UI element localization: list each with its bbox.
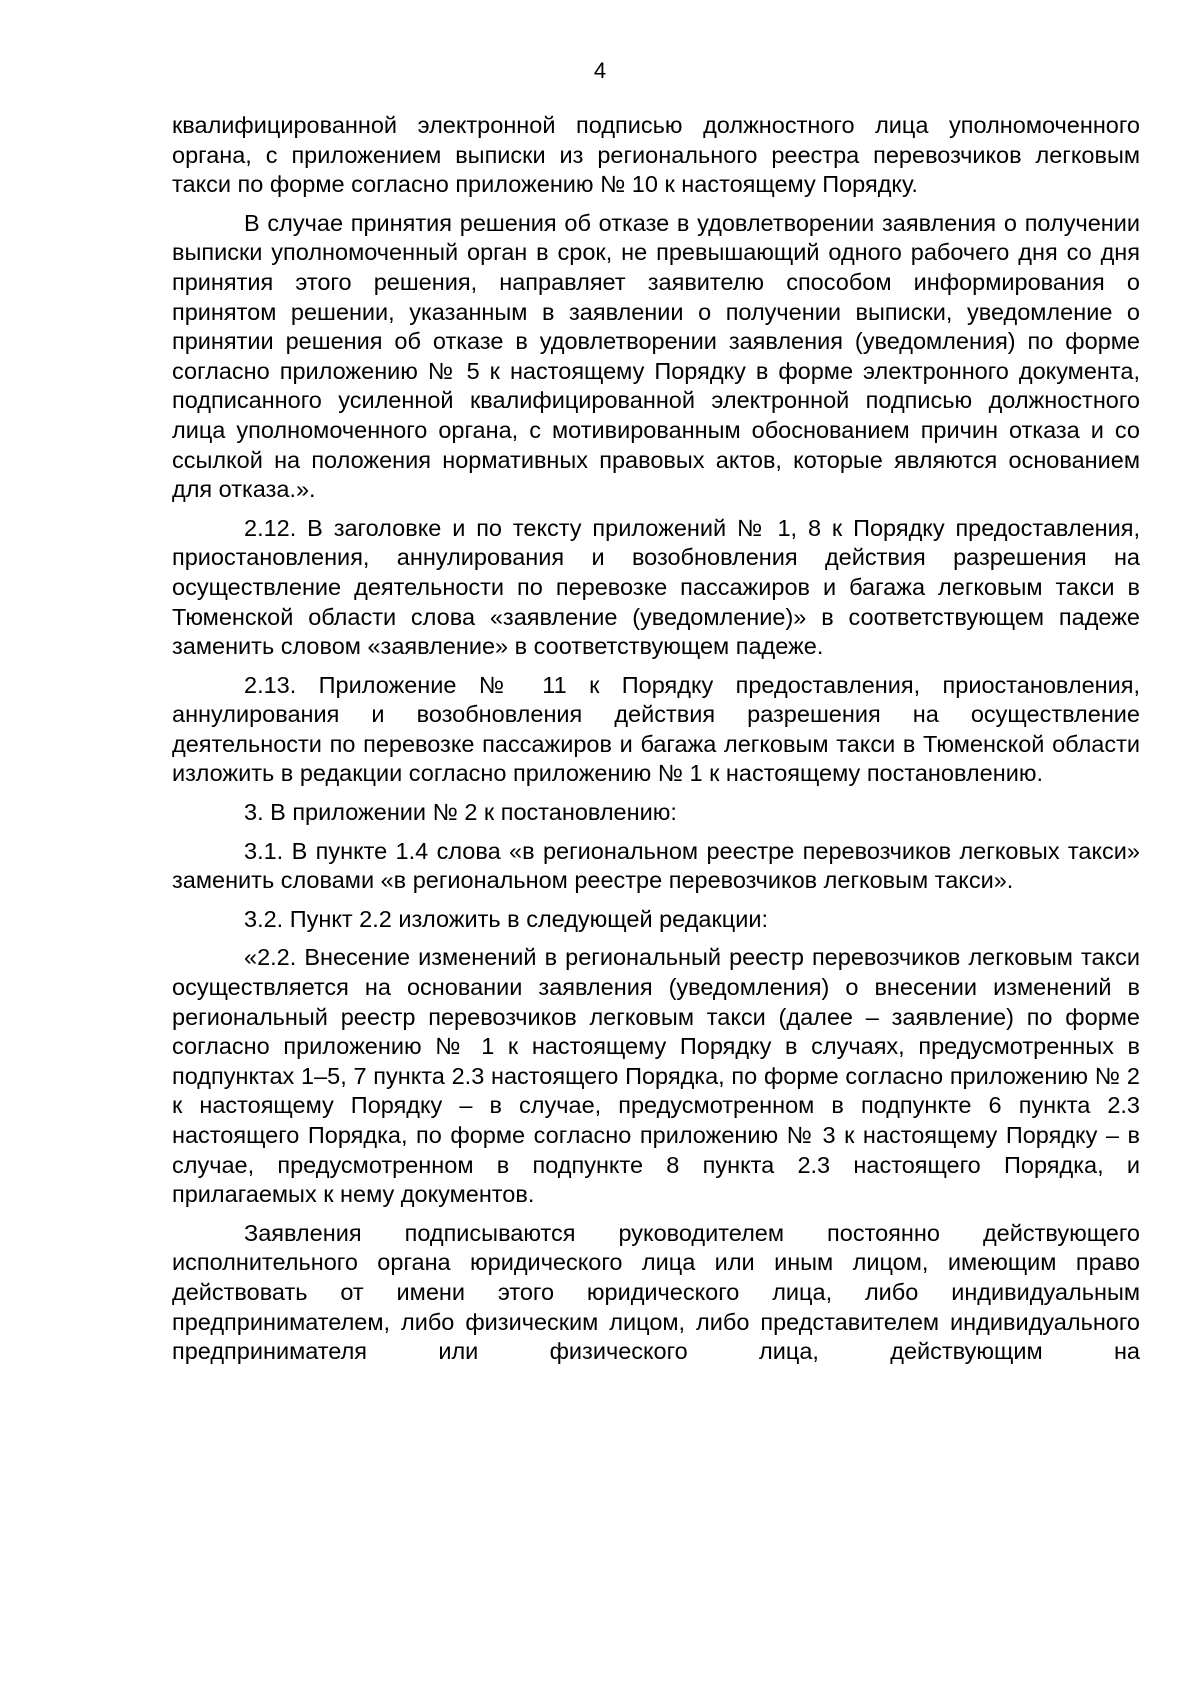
paragraph-2-13: 2.13. Приложение № 11 к Порядку предоставления, приостановления, аннулирования и возобновления действия разрешения на осуществление деятельности по перевозке пассажиров и багажа легковым такси в Тюменской области изложить в редакции согласно приложению № 1 к настоящему постановлению. — [172, 671, 1140, 787]
paragraph-applications-signing: Заявления подписываются руководителем постоянно действующего исполнительного органа юридического лица или иным лицом, имеющим право действовать от имени этого юридического лица, либо индивидуальным предпринимателем, либо физическим лицом, либо представителем индивидуального предпринимателя или физического лица, действующим на — [172, 1219, 1140, 1365]
paragraph-3: 3. В приложении № 2 к постановлению: — [244, 799, 677, 826]
paragraph-3-1: 3.1. В пункте 1.4 слова «в региональном реестре перевозчиков легковых такси» заменить словами «в региональном реестре перевозчиков легковым такси». — [172, 837, 1140, 894]
paragraph-continuation: квалифицированной электронной подписью должностного лица уполномоченного органа, с приложением выписки из регионального реестра перевозчиков легковым такси по форме согласно приложению № 10 к настоящему Порядку. — [172, 112, 1140, 198]
paragraph-3-2: 3.2. Пункт 2.2 изложить в следующей редакции: — [244, 905, 769, 932]
paragraph-refusal-notice: В случае принятия решения об отказе в удовлетворении заявления о получении выписки уполномоченный орган в срок, не превышающий одного рабочего дня со дня принятия этого решения, направляет заявителю способом информирования о принятом решении, указанным в заявлении о получении выписки, уведомление о принятии решения об отказе в удовлетворении заявления (уведомления) по форме согласно приложению № 5 к настоящему Порядку в форме электронного документа, подписанного усиленной квалифицированной электронной подписью должностного лица уполномоченного органа, с мотивированным обоснованием причин отказа и со ссылкой на положения нормативных правовых актов, которые являются основанием для отказа.». — [172, 209, 1140, 503]
paragraph-2-12: 2.12. В заголовке и по тексту приложений № 1, 8 к Порядку предоставления, приостановления, аннулирования и возобновления действия разрешения на осуществление деятельности по перевозке пассажиров и багажа легковым такси в Тюменской области слова «заявление (уведомление)» в соответствующем падеже заменить словом «заявление» в соответствующем падеже. — [172, 514, 1140, 660]
page-number: 4 — [593, 58, 607, 83]
paragraph-2-2-quoted: «2.2. Внесение изменений в региональный реестр перевозчиков легковым такси осуществляется на основании заявления (уведомления) о внесении изменений в региональный реестр перевозчиков легковым такси (далее – заявление) по форме согласно приложению № 1 к настоящему Порядку в случаях, предусмотренных в подпунктах 1–5, 7 пункта 2.3 настоящего Порядка, по форме согласно приложению № 2 к настоящему Порядку – в случае, предусмотренном в подпункте 6 пункта 2.3 настоящего Порядка, по форме согласно приложению № 3 к настоящему Порядку – в случае, предусмотренном в подпункте 8 пункта 2.3 настоящего Порядка, и прилагаемых к нему документов. — [172, 944, 1140, 1208]
document-body — [172, 111, 1140, 1367]
